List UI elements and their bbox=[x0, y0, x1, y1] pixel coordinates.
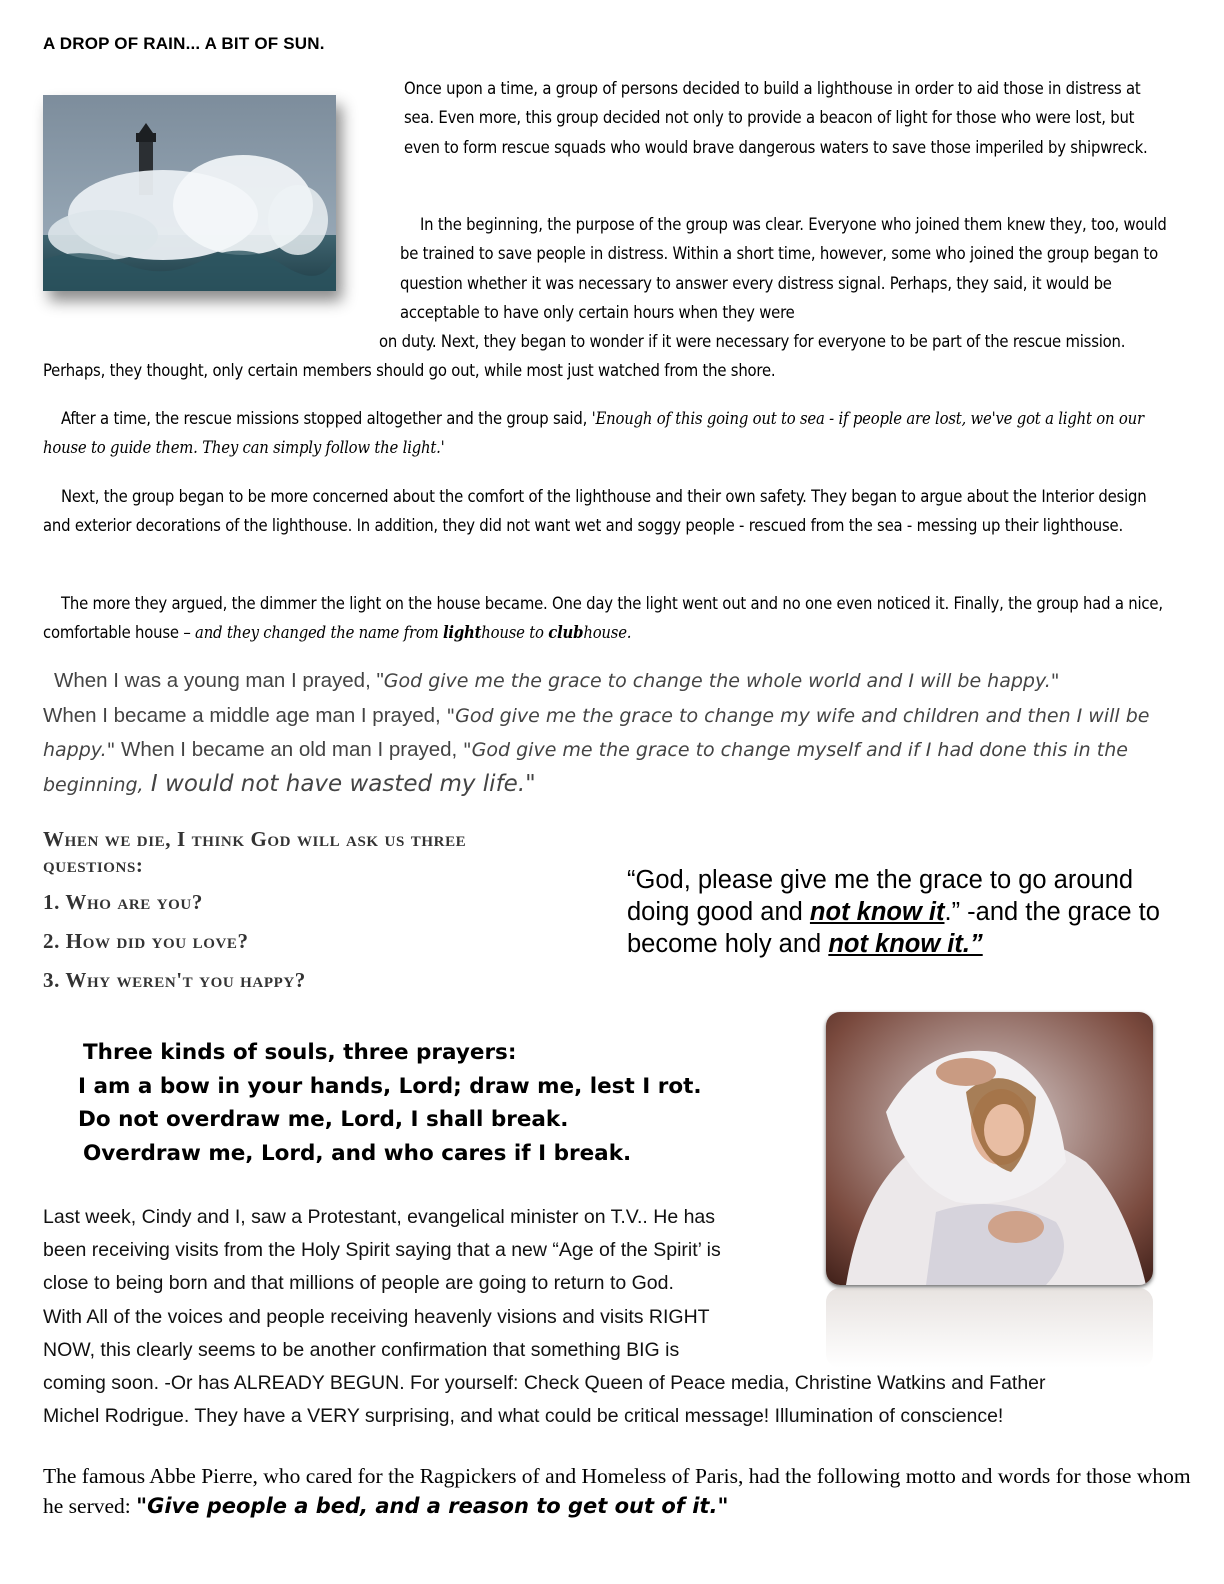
story-paragraph-2-bottom bbox=[43, 327, 1173, 386]
souls-line-2: I am a bow in your hands, Lord; draw me, lest I rot. bbox=[78, 1073, 702, 1099]
story-paragraph-3-quote: 'Enough of this going out to sea - if people are lost, we've got a light on our house to guide them. They can simply follow the light.' bbox=[43, 409, 1144, 458]
last-week-line-6: coming soon. -Or has ALREADY BEGUN. For yourself: Check Queen of Peace media, Christine Watkins and Father bbox=[43, 1372, 1046, 1395]
abbe-pierre-motto: "Give people a bed, and a reason to get out of it." bbox=[136, 1494, 729, 1518]
prayer-old: "God give me the grace to change myself and if I had done this in the beginning, bbox=[43, 739, 1128, 796]
story-paragraph-5-italic-3: house. bbox=[583, 623, 632, 643]
prayer-middle-intro: When I became a middle age man I prayed, bbox=[43, 703, 447, 727]
story-paragraph-2-top bbox=[400, 210, 1170, 327]
story-paragraph-5-text: The more they argued, the dimmer the light on the house became. One day the light went out and no one even noticed it. Finally, the group had a nice, comfortable house bbox=[43, 594, 1163, 643]
story-paragraph-3-text: After a time, the rescue missions stopped altogether and the group said, bbox=[61, 409, 592, 428]
last-week-line-5: NOW, this clearly seems to be another confirmation that something BIG is bbox=[43, 1338, 680, 1361]
question-1: 1. Who are you? bbox=[43, 890, 203, 914]
not-know-it-2: not know it.” bbox=[828, 930, 983, 958]
prayer-old-end: I would not have wasted my life." bbox=[143, 770, 536, 797]
souls-line-1: Three kinds of souls, three prayers: bbox=[83, 1040, 517, 1065]
prayer-young-intro: When I was a young man I prayed, " bbox=[54, 669, 384, 692]
abbe-pierre-text: The famous Abbe Pierre, who cared for the Ragpickers of and Homeless of Paris, had the following motto and words for those whom he served: bbox=[43, 1464, 1191, 1518]
story-paragraph-4: Next, the group began to be more concerned about the comfort of the lighthouse and their own safety. They began to argue about the Interior design and exterior decorations of the lighthouse. In addition, they did not want wet and soggy people - rescued from the sea - messing up their lighthouse. bbox=[43, 487, 1147, 536]
story-paragraph-5-italic-2: house to bbox=[481, 623, 549, 643]
story-paragraph-5-italic: – and they changed the name from bbox=[183, 623, 443, 643]
lighthouse-storm-illustration bbox=[43, 95, 336, 291]
question-2: 2. How did you love? bbox=[43, 929, 249, 953]
question-3: 3. Why weren't you happy? bbox=[43, 968, 306, 992]
grace-quote-text-2: .” -and the grace to become holy and bbox=[627, 898, 1160, 958]
grace-quote bbox=[627, 864, 1187, 960]
abbe-pierre-paragraph bbox=[43, 1461, 1193, 1521]
prayer-section bbox=[43, 664, 1193, 802]
last-week-line-2: been receiving visits from the Holy Spirit saying that a new “Age of the Spirit’ is bbox=[43, 1239, 721, 1262]
story-paragraph-5 bbox=[43, 589, 1173, 648]
prayer-old-intro: When I became an old man I prayed, bbox=[115, 738, 463, 761]
grace-quote-text-1: “God, please give me the grace to go around doing good and bbox=[627, 866, 1134, 926]
light-word: light bbox=[442, 623, 482, 643]
three-souls-block bbox=[78, 1036, 702, 1170]
club-word: club bbox=[548, 623, 584, 643]
souls-line-4: Overdraw me, Lord, and who cares if I break. bbox=[83, 1140, 632, 1166]
story-paragraph-2-continuation: on duty. Next, they began to wonder if it were necessary for everyone to be part of the rescue mission. Perhaps, they thought, only certain members should go out, while most just watched from the shore. bbox=[43, 332, 1126, 381]
last-week-line-1: Last week, Cindy and I, saw a Protestant, evangelical minister on T.V.. He has bbox=[43, 1206, 716, 1228]
story-paragraph-1: Once upon a time, a group of persons decided to build a lighthouse in order to aid those in distress at sea. Even more, this group decided not only to provide a beacon of light for those who were lost, but even to form rescue squads who would brave dangerous waters to save those imperiled by shipwreck. bbox=[404, 79, 1148, 157]
story-paragraph-2-text: In the beginning, the purpose of the group was clear. Everyone who joined them knew they, too, would be trained to save people in distress. Within a short time, however, some who joined the group began to question whether it was necessary to answer every distress signal. Perhaps, they said, it would be acceptable to have only certain hours when they were bbox=[400, 215, 1167, 322]
last-week-paragraph bbox=[43, 1201, 1173, 1433]
last-week-line-4: With All of the voices and people receiving heavenly visions and visits RIGHT bbox=[43, 1305, 710, 1328]
story-paragraph-3 bbox=[43, 404, 1173, 463]
last-week-line-7: Michel Rodrigue. They have a VERY surprising, and what could be critical message! Illumination of conscience! bbox=[43, 1405, 1004, 1428]
lighthouse-image bbox=[43, 95, 336, 291]
questions-intro: When we die, I think God will ask us three questions: bbox=[43, 827, 467, 877]
souls-line-3: Do not overdraw me, Lord, I shall break. bbox=[78, 1107, 569, 1132]
page-title: A DROP OF RAIN... A BIT OF SUN. bbox=[43, 34, 325, 53]
not-know-it-1: not know it bbox=[809, 898, 945, 926]
prayer-young: God give me the grace to change the whole world and I will be happy." bbox=[383, 670, 1060, 692]
prayer-middle: "God give me the grace to change my wife and children and then I will be happy." bbox=[43, 704, 1150, 761]
last-week-line-3: close to being born and that millions of people are going to return to God. bbox=[43, 1272, 674, 1295]
